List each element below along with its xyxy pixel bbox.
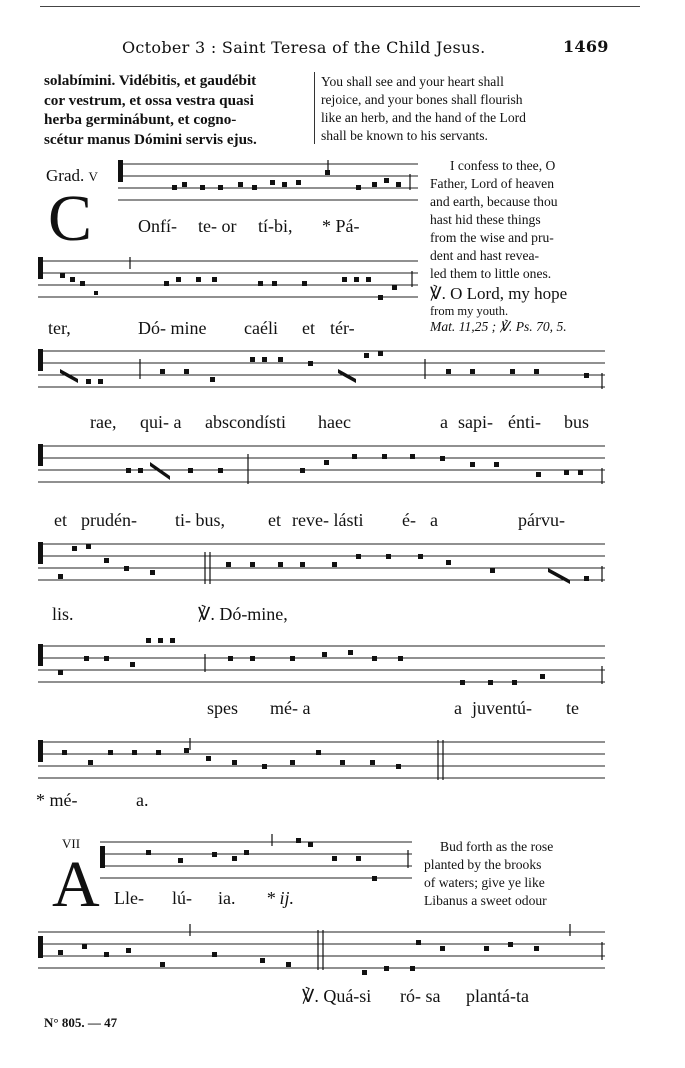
translation-line: of waters; give ye like xyxy=(424,875,545,890)
lyric-syllable: et xyxy=(54,510,67,530)
staff-lines xyxy=(38,742,605,778)
lyric-syllable: ró- sa xyxy=(400,986,441,1006)
translation-line: hast hid these things xyxy=(430,212,541,227)
lyric-syllable: lú- xyxy=(172,888,192,908)
neumes xyxy=(38,638,545,685)
english-text-block xyxy=(321,73,611,145)
lyric-syllable: párvu- xyxy=(518,510,565,530)
lyric-syllable: a. xyxy=(136,790,149,810)
lyric-syllable: * mé- xyxy=(36,790,78,810)
neumes xyxy=(38,542,589,584)
lyric-syllable: sapi- xyxy=(458,412,493,432)
lyric-syllable: * Pá- xyxy=(322,216,360,236)
translation-verse: ℣. O Lord, my hope xyxy=(430,284,568,303)
staff-9 xyxy=(0,926,685,986)
gradual-initial: C xyxy=(48,182,93,255)
page-number: 1469 xyxy=(563,37,609,56)
latin-line: cor vestrum, et ossa vestra quasi xyxy=(44,91,254,109)
lyrics-line-1 xyxy=(0,216,685,240)
translation-line: from my youth. xyxy=(430,304,509,318)
staff-1 xyxy=(0,158,685,218)
lyric-syllable: prudén- xyxy=(81,510,137,530)
running-header: October 3 : Saint Teresa of the Child Jesus. xyxy=(122,38,486,57)
lyric-syllable: a xyxy=(440,412,448,432)
english-line: You shall see and your heart shall xyxy=(321,74,504,89)
translation-line: Bud forth as the rose xyxy=(440,839,554,854)
neumes xyxy=(100,838,377,881)
staff-lines xyxy=(100,842,412,878)
lyrics-line-2 xyxy=(0,318,685,342)
neumes xyxy=(38,349,589,384)
lyric-syllable: caéli xyxy=(244,318,278,338)
lyric-syllable: a xyxy=(454,698,462,718)
staff-5 xyxy=(0,538,685,598)
lyric-syllable: Lle- xyxy=(114,888,144,908)
translation-line: Libanus a sweet odour xyxy=(424,893,547,908)
gradual-mode: V xyxy=(88,169,98,184)
lyric-syllable: énti- xyxy=(508,412,541,432)
lyric-syllable: tí-bi, xyxy=(258,216,293,236)
translation-line: I confess to thee, O xyxy=(450,158,556,173)
lyric-syllable: te xyxy=(566,698,579,718)
staff-lines xyxy=(38,351,605,387)
staff-2 xyxy=(0,255,685,315)
english-line: rejoice, and your bones shall flourish xyxy=(321,92,523,107)
lyric-syllable: a xyxy=(430,510,438,530)
lyrics-line-3 xyxy=(0,412,685,436)
alleluia-verse-lyrics xyxy=(0,986,685,1010)
lyric-syllable: et xyxy=(268,510,281,530)
neumes xyxy=(38,257,397,300)
printer-number: N° 805. — 47 xyxy=(44,1015,118,1030)
lyric-syllable: lis. xyxy=(52,604,74,624)
lyric-syllable: juventú- xyxy=(472,698,532,718)
latin-line: solabímini. Vidébitis, et gaudébit xyxy=(44,72,257,89)
lyric-syllable: Onfí- xyxy=(138,216,177,236)
translation-line: Father, Lord of heaven xyxy=(430,176,555,191)
lyric-syllable: spes xyxy=(207,698,238,718)
staff-lines xyxy=(38,932,605,968)
column-divider xyxy=(314,72,315,144)
english-line: shall be known to his servants. xyxy=(321,128,488,143)
lyric-syllable: ℣. Dó-mine, xyxy=(198,604,288,624)
lyric-syllable: te- or xyxy=(198,216,237,236)
lyric-syllable: abscondísti xyxy=(205,412,286,432)
lyric-syllable: rae, xyxy=(90,412,117,432)
lyrics-line-7 xyxy=(0,790,685,814)
lyric-syllable: qui- a xyxy=(140,412,182,432)
gradual-label-text: Grad. xyxy=(46,166,85,185)
scripture-reference: Mat. 11,25 ; ℣. Ps. 70, 5. xyxy=(430,319,567,334)
translation-line: led them to little ones. xyxy=(430,266,552,281)
lyric-syllable: é- xyxy=(402,510,416,530)
top-rule xyxy=(40,6,640,7)
lyric-syllable: ter, xyxy=(48,318,71,338)
alleluia-initial: A xyxy=(52,848,100,921)
latin-line: scétur manus Dómini servis ejus. xyxy=(44,130,257,148)
lyric-syllable: ia. xyxy=(218,888,236,908)
lyric-syllable: * ij. xyxy=(266,888,295,908)
translation-line: planted by the brooks xyxy=(424,857,542,872)
neumes xyxy=(38,444,583,480)
english-line: like an herb, and the hand of the Lord xyxy=(321,110,526,125)
staff-6 xyxy=(0,636,685,696)
lyric-syllable: haec xyxy=(318,412,351,432)
staff-7 xyxy=(0,736,685,796)
staff-lines xyxy=(38,646,605,682)
latin-line: herba germinábunt, et cogno- xyxy=(44,111,237,128)
lyrics-line-6 xyxy=(0,698,685,722)
staff-lines xyxy=(38,446,605,482)
latin-text-block xyxy=(44,71,312,149)
translation-line: dent and hast revea- xyxy=(430,248,540,263)
alleluia-lyrics xyxy=(0,888,685,912)
lyrics-line-5 xyxy=(0,604,685,628)
alleluia-mode: VII xyxy=(62,836,81,851)
translation-line: and earth, because thou xyxy=(430,194,558,209)
staff-lines xyxy=(38,544,605,580)
lyric-syllable: bus xyxy=(564,412,590,432)
lyric-syllable: ℣. Quá-si xyxy=(302,986,372,1006)
staff-3 xyxy=(0,345,685,405)
lyrics-line-4 xyxy=(0,510,685,534)
lyric-syllable: et xyxy=(302,318,315,338)
lyric-syllable: tér- xyxy=(330,318,355,338)
lyric-syllable: reve- lásti xyxy=(292,510,364,530)
lyric-syllable: ti- bus, xyxy=(175,510,226,530)
lyric-syllable: mé- a xyxy=(270,698,311,718)
lyric-syllable: plantá-ta xyxy=(466,986,529,1006)
translation-line: from the wise and pru- xyxy=(430,230,554,245)
lyric-syllable: Dó- mine xyxy=(138,318,207,338)
staff-4 xyxy=(0,440,685,500)
